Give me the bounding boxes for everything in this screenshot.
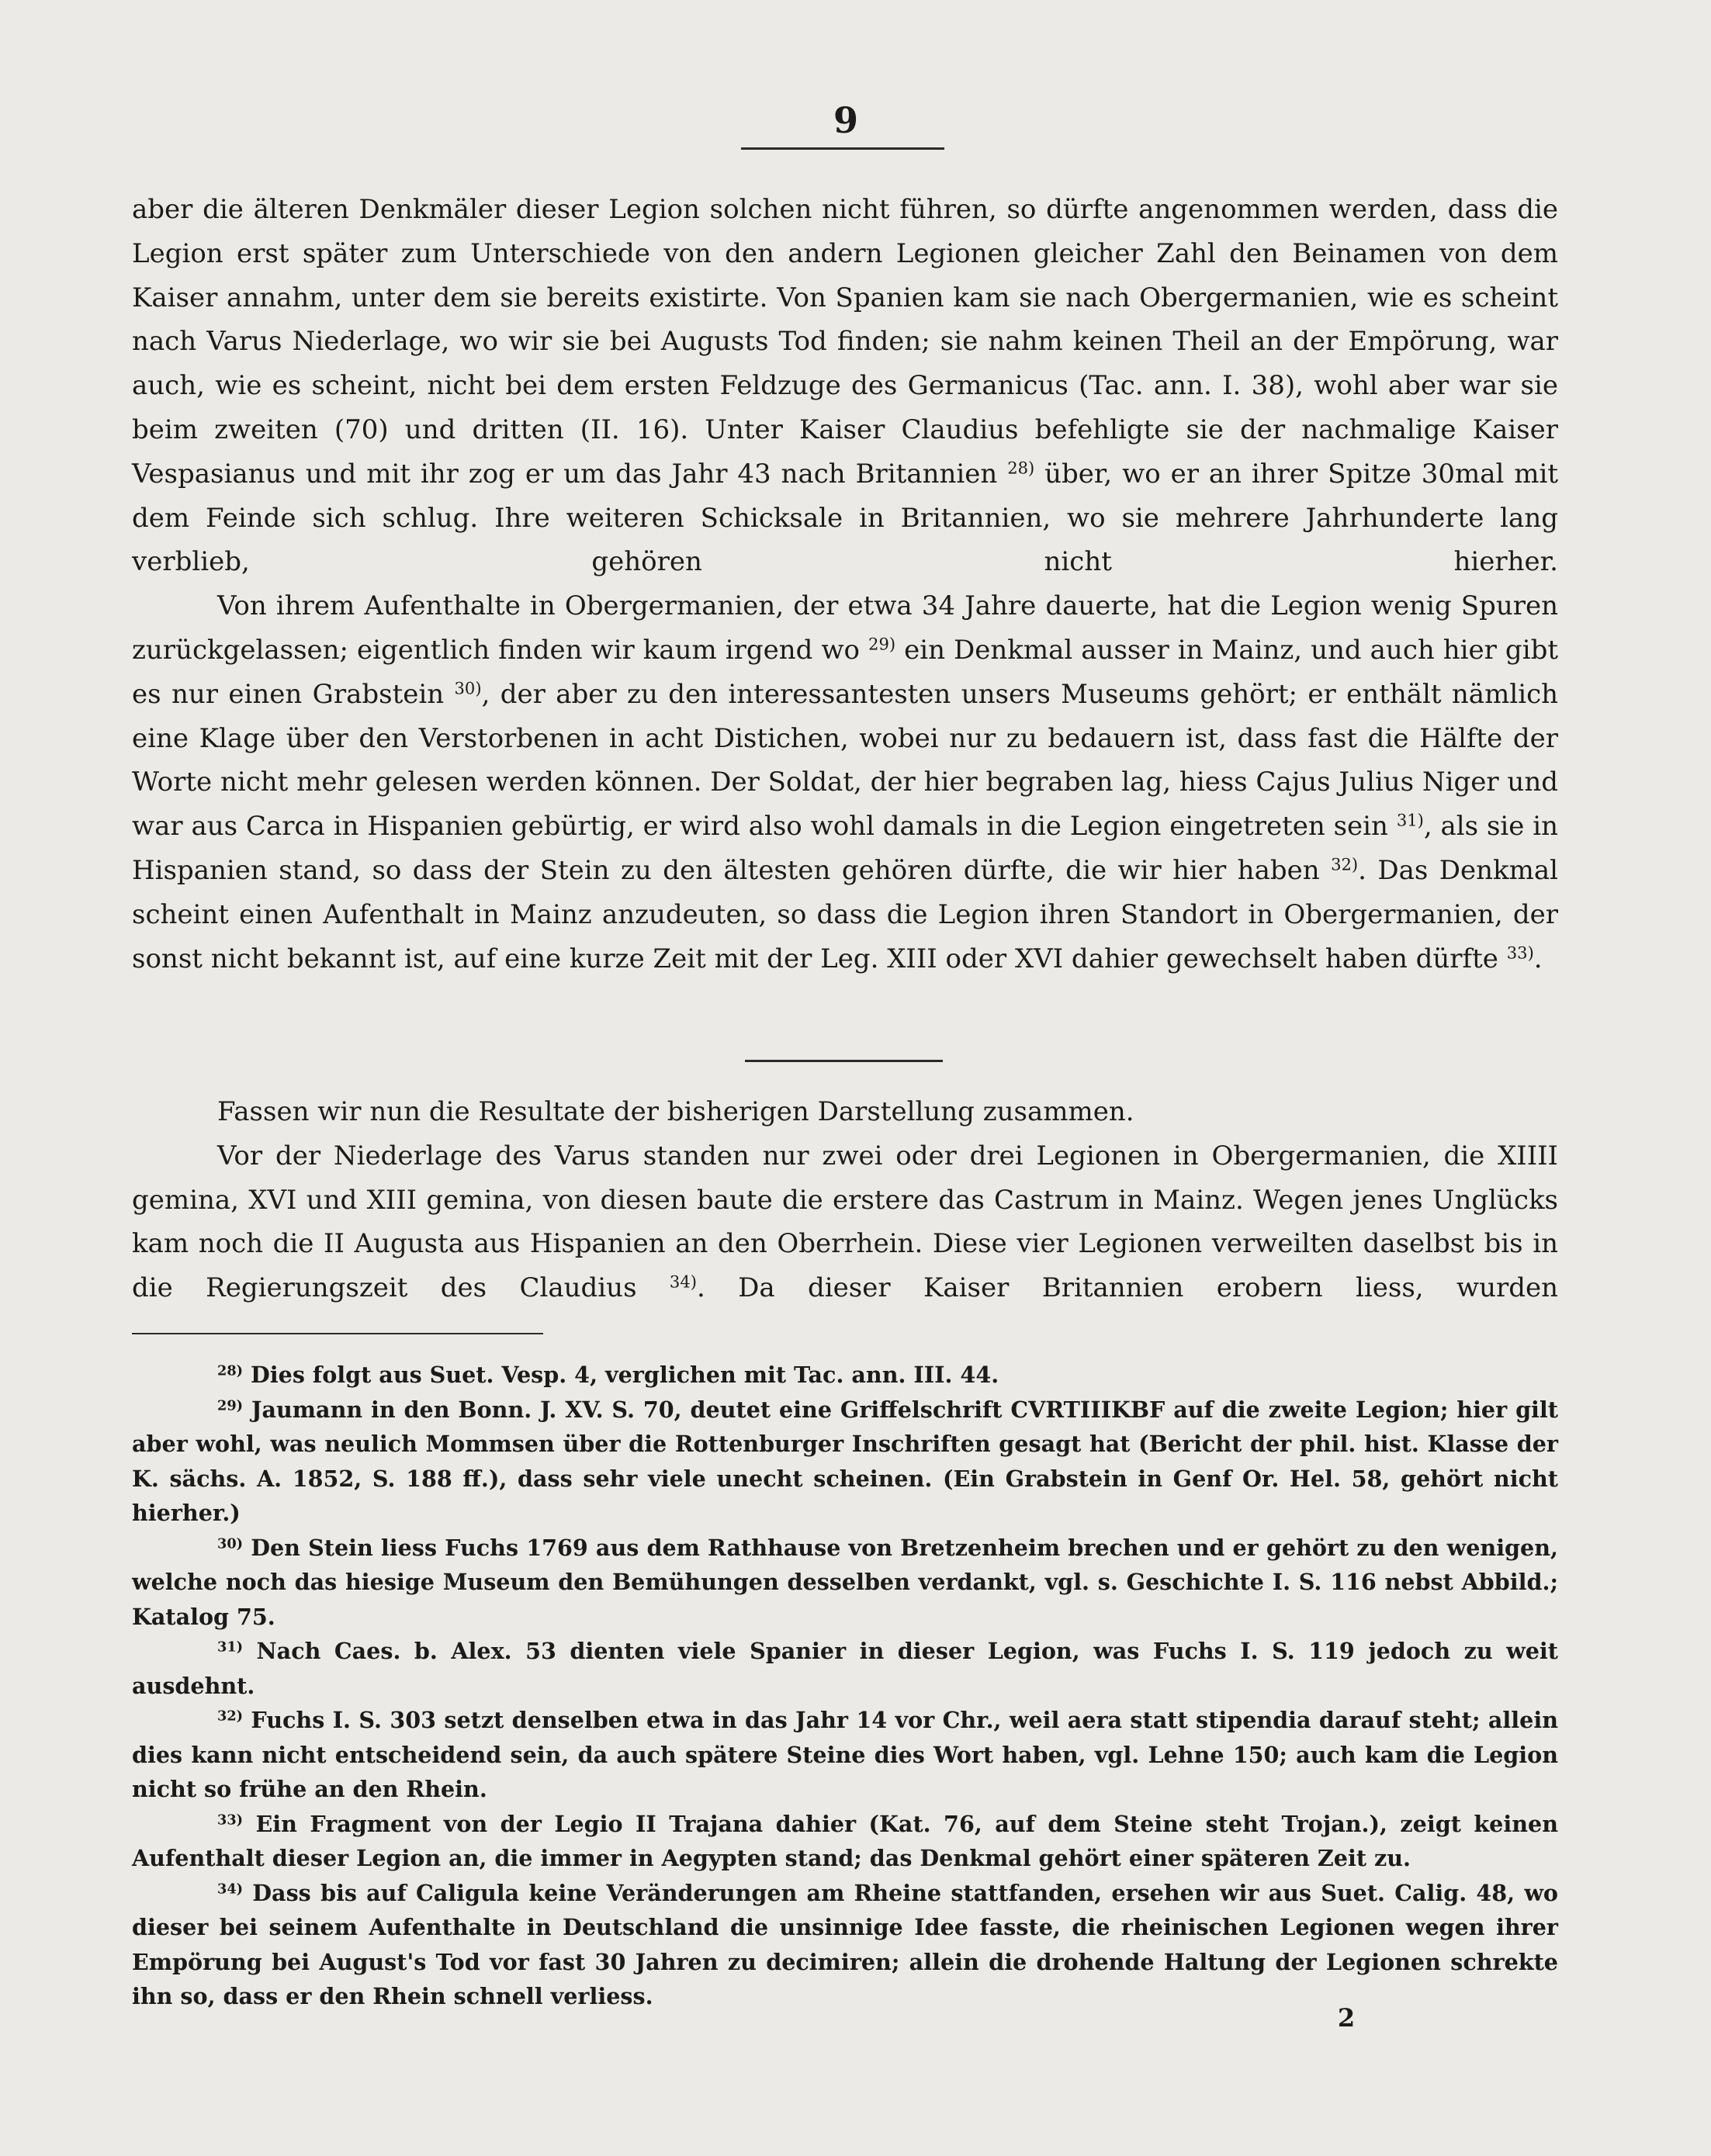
footnote-ref: 29) <box>868 634 896 654</box>
text-run: , der aber zu den interessantesten unsers Museums gehört; er enthält nämlich eine Klage über den Verstorbenen in acht Distichen, wobei nur zu bedauern ist, dass fast die Hälfte der Worte nicht mehr gelesen werden können. Der Soldat, der hier begraben lag, hiess Cajus Julius Niger und war aus Carca in Hispanien gebürtig, er wird also wohl damals in die Legion eingetreten sein <box>132 678 1559 843</box>
footnote <box>132 1876 1558 2014</box>
footnote-ref: 31) <box>1396 810 1424 830</box>
footnote-number: 32) <box>217 1708 244 1725</box>
signature-mark: 2 <box>1337 2003 1356 2033</box>
main-text <box>132 188 1558 981</box>
text-run: ein Denkmal ausser in Mainz, und auch hier gibt es nur einen Grabstein <box>132 634 1558 710</box>
footnote-ref: 34) <box>669 1272 697 1292</box>
footnote-ref: 30) <box>454 678 482 698</box>
footnote-ref: 33) <box>1506 942 1534 962</box>
footnote-text: Fuchs I. S. 303 setzt denselben etwa in das Jahr 14 vor Chr., weil aera statt stipendia darauf steht; allein dies kann nicht entscheidend sein, da auch spätere Steine dies Wort haben, vgl. Lehne 150; auch kam die Legion nicht so frühe an den Rhein. <box>132 1707 1558 1802</box>
text-run: aber die älteren Denkmäler dieser Legion solchen nicht führen, so dürfte angenommen werden, dass die Legion erst später zum Unterschiede von den andern Legionen gleicher Zahl den Beinamen von dem Kaiser annahm, unter dem sie bereits existirte. Von Spanien kam sie nach Obergermanien, wie es scheint nach Varus Niederlage, wo wir sie bei Augusts Tod finden; sie nahm keinen Theil an der Empörung, war auch, wie es scheint, nicht bei dem ersten Feldzuge des Germanicus (Tac. ann. I. 38), wohl aber war sie beim zweiten (70) und dritten (II. 16). Unter Kaiser Claudius befehligte sie der nachmalige Kaiser Vespasianus und mit ihr zog er um das Jahr 43 nach Britannien <box>132 194 1558 490</box>
text-run: über, wo er an ihrer Spitze 30mal mit dem Feinde sich schlug. Ihre weiteren Schicksale in Britannien, wo sie mehrere Jahrhunderte lang verblieb, gehören nicht hierher. <box>132 458 1559 578</box>
footnote-number: 31) <box>217 1639 244 1656</box>
page-number: 9 <box>833 99 858 141</box>
paragraph: Fassen wir nun die Resultate der bisherigen Darstellung zusammen. <box>217 1096 1134 1127</box>
footnote <box>132 1358 1558 1393</box>
section-divider <box>745 1060 943 1062</box>
footnote-ref: 28) <box>1007 458 1035 478</box>
footnote <box>132 1807 1558 1876</box>
text-run: Von ihrem Aufenthalte in Obergermanien, der etwa 34 Jahre dauerte, hat die Legion wenig Spuren zurückgelassen; eigentlich finden wir kaum irgend wo <box>132 590 1558 666</box>
footnotes <box>132 1358 1558 2014</box>
footnote-text: Jaumann in den Bonn. J. XV. S. 70, deutet eine Griffelschrift CVRTIIIKBF auf die zweite Legion; hier gilt aber wohl, was neulich Mommsen über die Rottenburger Inschriften gesagt hat (Bericht der phil. hist. Klasse der K. sächs. A. 1852, S. 188 ff.), dass sehr viele unecht scheinen. (Ein Grabstein in Genf Or. Hel. 58, gehört nicht hierher.) <box>132 1396 1558 1526</box>
text-run: . Das Denkmal scheint einen Aufenthalt in Mainz anzudeuten, so dass die Legion ihren Standort in Obergermanien, der sonst nicht bekannt ist, auf eine kurze Zeit mit der Leg. XIII oder XVI dahier gewechselt haben dürfte <box>132 854 1558 974</box>
text-run: , als sie in Hispanien stand, so dass der Stein zu den ältesten gehören dürfte, die wir hier haben <box>132 811 1559 886</box>
footnote-number: 33) <box>217 1811 244 1828</box>
footnote-text: Ein Fragment von der Legio II Trajana dahier (Kat. 76, auf dem Steine steht Trojan.), zeigt keinen Aufenthalt dieser Legion an, die immer in Aegypten stand; das Denkmal gehört einer späteren Zeit zu. <box>132 1810 1558 1871</box>
text-run: Vor der Niederlage des Varus standen nur zwei oder drei Legionen in Obergermanien, die XIIII gemina, XVI und XIII gemina, von diesen baute die erstere das Castrum in Mainz. Wegen jenes Unglücks kam noch die II Augusta aus Hispanien an den Oberrhein. Diese vier Legionen verweilten daselbst bis in die Regierungszeit des Claudius <box>132 1140 1558 1304</box>
footnote-text: Dass bis auf Caligula keine Veränderungen am Rheine stattfanden, ersehen wir aus Suet. Calig. 48, wo dieser bei seinem Aufenthalte in Deutschland die unsinnige Idee fasste, die rheinischen Legionen wegen ihrer Empörung bei August's Tod vor fast 30 Jahren zu decimiren; allein die drohende Haltung der Legionen schrekte ihn so, dass er den Rhein schnell verliess. <box>132 1879 1558 2009</box>
footnote-number: 30) <box>217 1535 244 1552</box>
paragraph <box>132 188 1558 584</box>
text-run: . <box>1533 943 1543 974</box>
summary-text <box>132 1090 1558 1310</box>
paragraph <box>132 584 1558 981</box>
footnote-text: Nach Caes. b. Alex. 53 dienten viele Spanier in dieser Legion, was Fuchs I. S. 119 jedoch zu weit ausdehnt. <box>132 1638 1558 1699</box>
header-rule <box>741 147 944 150</box>
text-run: . Da dieser Kaiser Britannien erobern liess, wurden <box>696 1272 1559 1304</box>
footnote <box>132 1634 1558 1703</box>
footnote-number: 29) <box>217 1396 244 1414</box>
footnote <box>132 1531 1558 1635</box>
footnote-number: 34) <box>217 1880 244 1897</box>
footnote-text: Den Stein liess Fuchs 1769 aus dem Rathhause von Bretzenheim brechen und er gehört zu den wenigen, welche noch das hiesige Museum den Bemühungen desselben verdankt, vgl. s. Geschichte I. S. 116 nebst Abbild.; Katalog 75. <box>132 1534 1558 1630</box>
footnote-ref: 32) <box>1331 854 1359 874</box>
footnote-text: Dies folgt aus Suet. Vesp. 4, verglichen mit Tac. ann. III. 44. <box>251 1362 999 1388</box>
footnote <box>132 1393 1558 1531</box>
footnote-number: 28) <box>217 1362 244 1379</box>
footnote <box>132 1703 1558 1807</box>
footnote-rule <box>132 1333 543 1334</box>
paragraph <box>132 1134 1558 1310</box>
